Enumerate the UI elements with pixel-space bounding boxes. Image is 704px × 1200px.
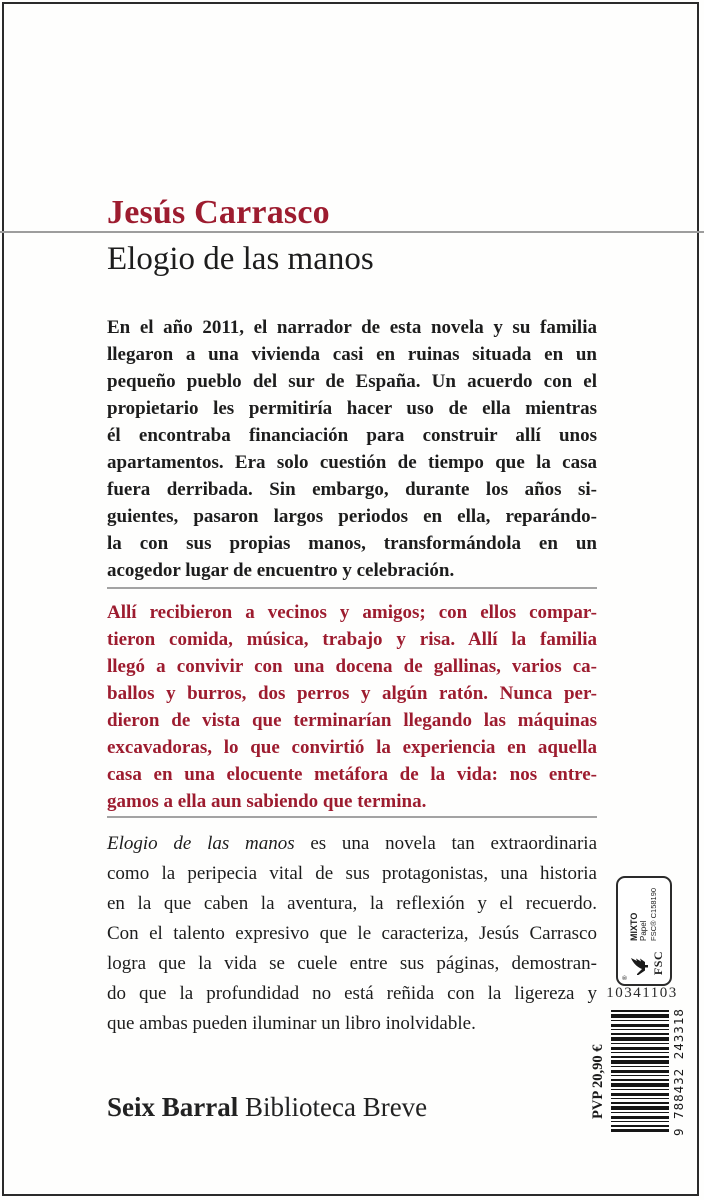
fsc-tree-checkmark-icon: [628, 951, 653, 975]
synopsis-line: guientes, pasaron largos periodos en ella, reparándo-: [107, 506, 597, 527]
highlight-line: gamos a ella aun sabiendo que termina.: [107, 791, 427, 812]
synopsis-line: propietario les permitiría hacer uso de ella mientras: [107, 398, 597, 419]
highlight-line: ballos y burros, dos perros y algún ratón. Nunca per-: [107, 683, 597, 704]
barcode: [611, 1010, 669, 1132]
highlight-paragraph: [107, 599, 597, 815]
fsc-logo-block: [624, 946, 664, 980]
review-line: Con el talento expresivo que le caracteriza, Jesús Carrasco: [107, 923, 597, 944]
synopsis-line: pequeño pueblo del sur de España. Un acuerdo con el: [107, 371, 597, 392]
highlight-line: tieron comida, música, trabajo y risa. Allí la familia: [107, 629, 597, 650]
author-name: Jesús Carrasco: [107, 194, 330, 231]
synopsis-line: En el año 2011, el narrador de esta novela y su familia: [107, 317, 597, 338]
highlight-line: dieron de vista que terminarían llegando las máquinas: [107, 710, 597, 731]
review-line: do que la profundidad no está reñida con la ligereza y: [107, 983, 597, 1004]
synopsis-line: llegaron a una vivienda casi en ruinas situada en un: [107, 344, 597, 365]
review-line-rest: es una novela tan extraordinaria: [294, 833, 598, 854]
book-title: Elogio de las manos: [107, 241, 374, 277]
synopsis-line: él encontraba financiación para construir allí unos: [107, 425, 597, 446]
publisher-imprint: Seix Barral: [107, 1092, 239, 1122]
highlight-line: Allí recibieron a vecinos y amigos; con ellos compar-: [107, 602, 597, 623]
synopsis-line: la con sus propias manos, transformándola en un: [107, 533, 597, 554]
fsc-material: Papel: [639, 920, 648, 941]
fsc-cert-type: MIXTO: [629, 912, 639, 941]
review-line: en la que caben la aventura, la reflexión y el recuerdo.: [107, 893, 597, 914]
synopsis-paragraph: [107, 314, 597, 584]
fsc-text-block: [629, 888, 659, 941]
section-divider-rule: [107, 587, 597, 589]
synopsis-line: apartamentos. Era solo cuestión de tiempo que la casa: [107, 452, 597, 473]
section-divider-rule: [107, 816, 597, 818]
publisher-line: [107, 1092, 427, 1123]
book-title-italic: Elogio de las manos: [107, 833, 295, 854]
review-line: como la peripecia vital de sus protagonistas, una historia: [107, 863, 597, 884]
fsc-label-content: [622, 880, 666, 982]
barcode-isbn-digits: 9 788432 243318: [671, 1008, 686, 1136]
highlight-line: llegó a convivir con una docena de gallinas, varios ca-: [107, 656, 597, 677]
synopsis-line: fuera derribada. Sin embargo, durante los años si-: [107, 479, 597, 500]
review-paragraph: [107, 829, 597, 1039]
review-line: [107, 829, 597, 859]
price-label: PVP 20,90 €: [590, 1044, 606, 1120]
fsc-wordmark: FSC: [651, 950, 665, 976]
synopsis-line: acogedor lugar de encuentro y celebración.: [107, 560, 455, 581]
publisher-collection: Biblioteca Breve: [238, 1092, 428, 1122]
product-code: 10341103: [606, 985, 678, 1001]
author-baseline-rule: [0, 231, 704, 233]
highlight-line: excavadoras, lo que convirtió la experiencia en aquella: [107, 737, 597, 758]
review-line: que ambas pueden iluminar un libro inolvidable.: [107, 1013, 476, 1034]
fsc-license-code: FSC® C158190: [649, 887, 658, 941]
highlight-line: casa en una elocuente metáfora de la vida: nos entre-: [107, 764, 597, 785]
review-line: logra que la vida se cuele entre sus páginas, demostran-: [107, 953, 597, 974]
registered-mark: ®: [623, 975, 629, 980]
fsc-certification-label: [616, 876, 672, 986]
